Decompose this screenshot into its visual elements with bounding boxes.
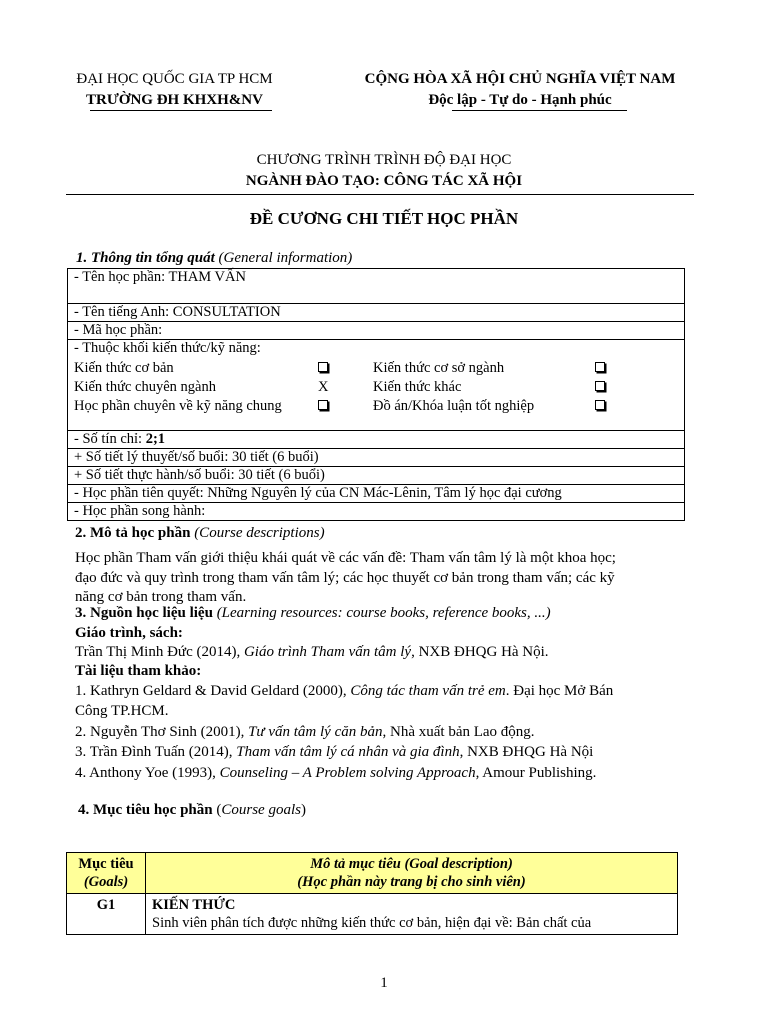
option-label: Kiến thức chuyên ngành [74, 379, 216, 395]
reference-item: Công TP.HCM. [75, 703, 169, 719]
checkbox-icon [318, 398, 373, 415]
option-label: Kiến thức khác [373, 379, 462, 395]
checkbox-icon [595, 398, 625, 415]
program-major: NGÀNH ĐÀO TẠO: CÔNG TÁC XÃ HỘI [245, 173, 523, 189]
description-line: đạo đức và quy trình trong tham vấn tâm lý; các học thuyết cơ bản trong tham vấn; các kỹ [75, 570, 615, 586]
section4-heading: 4. Mục tiêu học phần (Course goals) [78, 802, 306, 818]
option-label: Học phần chuyên về kỹ năng chung [74, 398, 282, 414]
section3-heading: 3. Nguồn học liệu liệu (Learning resources: course books, reference books, ...) [75, 605, 551, 621]
section2-heading: 2. Mô tả học phần (Course descriptions) [75, 525, 325, 541]
description-line: năng cơ bản trong tham vấn. [75, 589, 247, 605]
section1-heading: 1. Thông tin tổng quát (General information) [76, 250, 353, 266]
credits-cell: - Số tín chỉ: 2;1 [68, 431, 685, 449]
checkbox-icon [595, 379, 625, 396]
english-name-cell: - Tên tiếng Anh: CONSULTATION [68, 304, 685, 322]
parallel-course-cell: - Học phần song hành: [68, 503, 685, 521]
prerequisite-cell: - Học phần tiên quyết: Những Nguyên lý của CN Mác-Lênin, Tâm lý học đại cương [68, 485, 685, 503]
reference-item: 1. Kathryn Geldard & David Geldard (2000), Công tác tham vấn trẻ em. Đại học Mở Bán [75, 683, 614, 699]
knowledge-block-cell [68, 340, 685, 431]
course-name-cell: - Tên học phần: THAM VẤN [68, 269, 685, 304]
motto-underline [452, 110, 627, 111]
goals-header-col2: Mô tả mục tiêu (Goal description) (Học phần này trang bị cho sinh viên) [146, 853, 678, 894]
knowledge-row [74, 397, 678, 416]
option-label: Đồ án/Khóa luận tốt nghiệp [373, 398, 535, 414]
program-divider [66, 194, 694, 195]
faculty-underline [90, 110, 272, 111]
goal-description: KIẾN THỨC Sinh viên phân tích được những kiến thức cơ bản, hiện đại về: Bản chất của [146, 894, 678, 935]
goals-header-col1: Mục tiêu (Goals) [67, 853, 146, 894]
knowledge-row [74, 378, 678, 397]
motto: Độc lập - Tự do - Hạnh phúc [428, 92, 612, 108]
university-name: ĐẠI HỌC QUỐC GIA TP HCM [76, 71, 273, 87]
goal-id: G1 [67, 894, 146, 935]
reference-item: 3. Trần Đình Tuấn (2014), Tham vấn tâm lý cá nhân và gia đình, NXB ĐHQG Hà Nội [75, 744, 594, 760]
option-label: Kiến thức cơ sở ngành [373, 360, 505, 376]
theory-hours-cell: + Số tiết lý thuyết/số buổi: 30 tiết (6 buổi) [68, 449, 685, 467]
reference-item: 4. Anthony Yoe (1993), Counseling – A Problem solving Approach, Amour Publishing. [75, 765, 597, 781]
knowledge-block-label: - Thuộc khối kiến thức/kỹ năng: [74, 340, 261, 356]
knowledge-row [74, 359, 678, 378]
option-label: Kiến thức cơ bản [74, 360, 174, 376]
checkbox-icon [318, 360, 373, 377]
checkbox-icon [595, 360, 625, 377]
faculty-name: TRƯỜNG ĐH KHXH&NV [86, 92, 263, 108]
course-code-cell: - Mã học phần: [68, 322, 685, 340]
program-level: CHƯƠNG TRÌNH TRÌNH ĐỘ ĐẠI HỌC [256, 152, 512, 168]
description-line: Học phần Tham vấn giới thiệu khái quát về các vấn đề: Tham vấn tâm lý là một khoa học; [75, 550, 616, 566]
references-label: Tài liệu tham khảo: [75, 663, 202, 679]
general-info-table [67, 268, 685, 521]
x-mark: X [318, 379, 329, 395]
nation-name: CỘNG HÒA XÃ HỘI CHỦ NGHĨA VIỆT NAM [364, 71, 676, 87]
practice-hours-cell: + Số tiết thực hành/số buổi: 30 tiết (6 buổi) [68, 467, 685, 485]
textbook-label: Giáo trình, sách: [75, 625, 183, 641]
reference-item: 2. Nguyễn Thơ Sinh (2001), Tư vấn tâm lý căn bản, Nhà xuất bản Lao động. [75, 724, 535, 740]
page-number: 1 [380, 975, 388, 991]
course-goals-table [66, 852, 678, 935]
document-title: ĐỀ CƯƠNG CHI TIẾT HỌC PHẦN [249, 209, 519, 228]
textbook-entry: Trần Thị Minh Đức (2014), Giáo trình Tham vấn tâm lý, NXB ĐHQG Hà Nội. [75, 644, 549, 660]
